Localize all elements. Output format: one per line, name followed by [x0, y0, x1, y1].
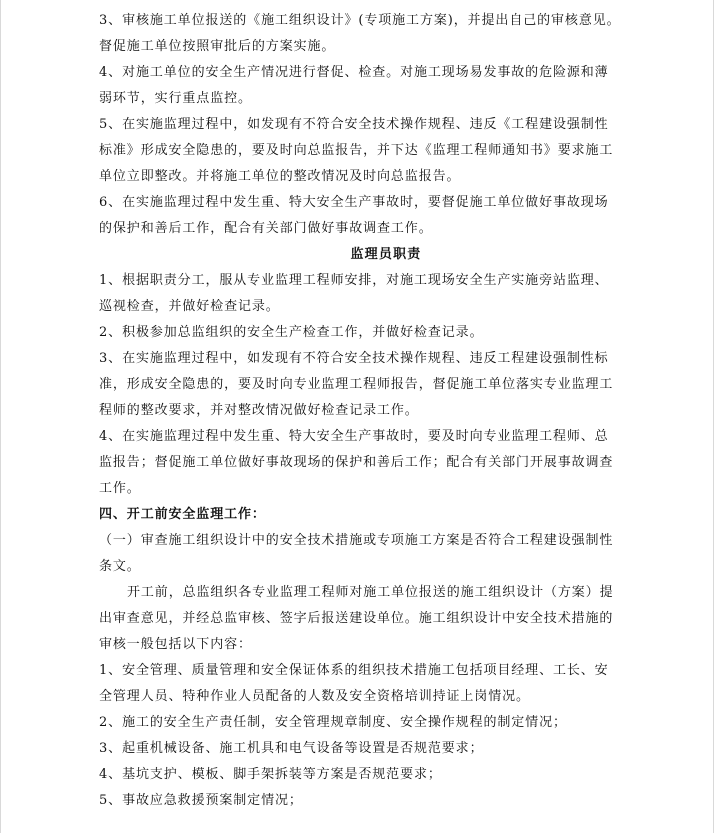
paragraph-line: （一）审查施工组织设计中的安全技术措施或专项施工方案是否符合工程建设强制性: [99, 533, 614, 548]
paragraph-line: 出审查意见，并经总监审核、签字后报送建设单位。施工组织设计中安全技术措施的: [99, 611, 614, 626]
paragraph-line: 4、在实施监理过程中发生重、特大安全生产事故时，要及时向专业监理工程师、总: [99, 429, 609, 444]
paragraph-line: 全管理人员、特种作业人员配备的人数及安全资格培训持证上岗情况。: [99, 689, 530, 704]
paragraph-line-indented: 开工前，总监组织各专业监理工程师对施工单位报送的施工组织设计（方案）提: [127, 585, 614, 600]
paragraph-line: 审核一般包括以下内容：: [99, 637, 252, 652]
paragraph-line: 2、施工的安全生产责任制，安全管理规章制度、安全操作规程的制定情况；: [99, 715, 567, 730]
paragraph-line: 2、积极参加总监组织的安全生产检查工作，并做好检查记录。: [99, 325, 484, 340]
paragraph-line: 程师的整改要求，并对整改情况做好检查记录工作。: [99, 403, 419, 418]
paragraph-line: 5、事故应急救援预案制定情况；: [99, 793, 303, 808]
paragraph-line: 工作。: [99, 481, 141, 496]
section-heading: 监理员职责: [350, 247, 422, 262]
paragraph-line: 6、在实施监理过程中发生重、特大安全生产事故时，要督促施工单位做好事故现场: [99, 195, 609, 210]
paragraph-line: 巡视检查，并做好检查记录。: [99, 299, 280, 314]
paragraph-line: 3、审核施工单位报送的《施工组织设计》(专项施工方案)，并提出自己的审核意见。: [99, 13, 621, 28]
paragraph-line: 4、基坑支护、模板、脚手架拆装等方案是否规范要求；: [99, 767, 442, 782]
paragraph-line: 标准》形成安全隐患的，要及时向总监报告，并下达《监理工程师通知书》要求施工: [99, 143, 614, 158]
document-body: [99, 8, 673, 814]
paragraph-line: 督促施工单位按照审批后的方案实施。: [99, 39, 336, 54]
paragraph-line: 1、安全管理、质量管理和安全保证体系的组织技术措施工包括项目经理、工长、安: [99, 663, 609, 678]
section-title: 四、开工前安全监理工作：: [99, 507, 266, 522]
paragraph-line: 5、在实施监理过程中，如发现有不符合安全技术操作规程、违反《工程建设强制性: [99, 117, 609, 132]
paragraph-line: 3、在实施监理过程中，如发现有不符合安全技术操作规程、违反工程建设强制性标: [99, 351, 609, 366]
paragraph-line: 4、对施工单位的安全生产情况进行督促、检查。对施工现场易发事故的危险源和薄: [99, 65, 609, 80]
paragraph-line: 弱环节，实行重点监控。: [99, 91, 252, 106]
paragraph-line: 3、起重机械设备、施工机具和电气设备等设置是否规范要求；: [99, 741, 484, 756]
paragraph-line: 1、根据职责分工，服从专业监理工程师安排，对施工现场安全生产实施旁站监理、: [99, 273, 609, 288]
paragraph-line: 条文。: [99, 559, 141, 574]
paragraph-line: 单位立即整改。并将施工单位的整改情况及时向总监报告。: [99, 169, 461, 184]
paragraph-line: 准，形成安全隐患的，要及时向专业监理工程师报告，督促施工单位落实专业监理工: [99, 377, 614, 392]
paragraph-line: 的保护和善后工作，配合有关部门做好事故调查工作。: [99, 221, 433, 236]
paragraph-line: 监报告；督促施工单位做好事故现场的保护和善后工作；配合有关部门开展事故调查: [99, 455, 614, 470]
